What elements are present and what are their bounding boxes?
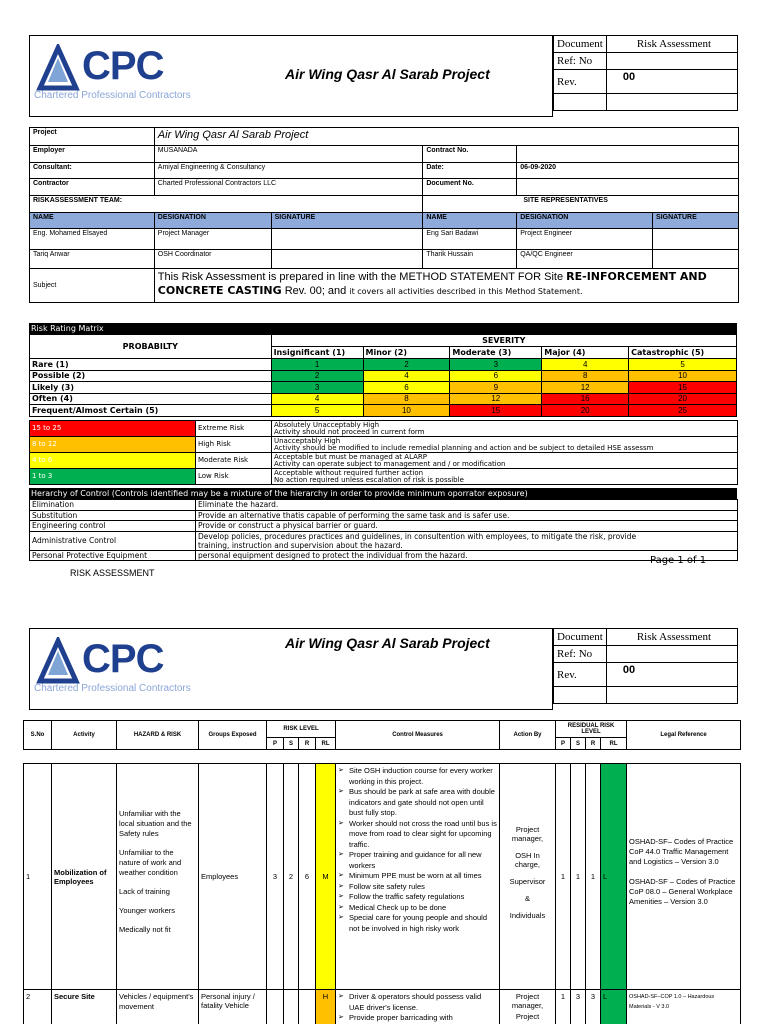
hierarchy-control: Elimination [30, 500, 196, 511]
control-item: ➢ Medical Check up to be done [338, 903, 497, 914]
risk-groups: Employees [199, 764, 267, 990]
hierarchy-row [30, 521, 738, 532]
team-name: Eng. Mohamed Elsayed [30, 229, 155, 250]
matrix-cell: 5 [271, 405, 363, 417]
col-r: R [299, 738, 316, 750]
matrix-cell: 1 [271, 359, 363, 371]
logo-subtitle: Chartered Professional Contractors [34, 90, 191, 101]
team-signature [271, 229, 423, 250]
hierarchy-table [29, 499, 738, 561]
severity-header: Major (4) [542, 347, 629, 359]
probability-row-label: Possible (2) [30, 370, 272, 382]
legend-range: 15 to 25 [30, 421, 196, 437]
legend-description [272, 421, 738, 437]
col-designation: DESIGNATION [154, 213, 271, 229]
contract-value [517, 146, 739, 163]
matrix-cell: 15 [450, 405, 542, 417]
probability-row-label: Likely (3) [30, 382, 272, 394]
subject-text: Rev. 00; and [281, 285, 350, 297]
control-list [338, 992, 497, 1024]
legend-range: 8 to 12 [30, 437, 196, 453]
matrix-cell: 6 [450, 370, 542, 382]
col-control: Control Measures [336, 721, 500, 750]
page-number: Page 1 of 1 [650, 555, 707, 566]
col-s: S [284, 738, 299, 750]
rev-label: Rev. [554, 663, 607, 687]
risk-hazards [117, 990, 199, 1024]
legend-row [30, 421, 738, 437]
legend-range: 1 to 3 [30, 469, 196, 485]
action-item: Individuals [509, 911, 546, 920]
control-item: ➢ Site OSH induction course for every worker working in this project. [338, 766, 497, 787]
legend-level: High Risk [196, 437, 272, 453]
hierarchy-line: Provide or construct a physical barrier or guard. [198, 521, 378, 531]
residual-rs: 3 [571, 990, 586, 1024]
hierarchy-title: Herarchy of Control (Controls identified may be a mixture of the hierarchy in order to provide minimum oporrator exposure) [29, 488, 737, 499]
control-item: ➢ Minimum PPE must be worn at all times [338, 871, 497, 882]
residual-rr: 3 [586, 990, 601, 1024]
blank-cell [554, 94, 607, 111]
control-item: ➢ Worker should not cross the road until bus is move from road to clear sight for upcoming traffic. [338, 819, 497, 851]
matrix-cell: 2 [363, 359, 450, 371]
document-title: Air Wing Qasr Al Sarab Project [285, 635, 490, 651]
legend-line: Absolutely Unacceptably High [274, 420, 380, 429]
project-info-table [29, 127, 739, 303]
col-p: P [267, 738, 284, 750]
risk-controls [336, 990, 500, 1024]
rep-signature [653, 229, 739, 250]
hierarchy-row [30, 531, 738, 550]
ref-label: Ref: No [554, 646, 607, 663]
blank-cell [554, 687, 607, 704]
risk-p [267, 990, 284, 1024]
col-rrl: RL [601, 738, 627, 750]
matrix-row [30, 359, 737, 371]
contract-label: Contract No. [423, 146, 517, 163]
action-item: OSH In charge, [514, 851, 541, 869]
col-rp: P [556, 738, 571, 750]
document-info-box [553, 35, 738, 111]
residual-rp: 1 [556, 990, 571, 1024]
subject-value [154, 269, 738, 303]
company-logo [32, 631, 202, 701]
docno-value [517, 179, 739, 196]
severity-header: Moderate (3) [450, 347, 542, 359]
legend-description [272, 437, 738, 453]
logo-mark: CPC [82, 44, 164, 88]
matrix-cell: 9 [450, 382, 542, 394]
hazard-item: Younger workers [119, 906, 176, 915]
blank-cell [606, 687, 737, 704]
col-legal: Legal Reference [627, 721, 741, 750]
probability-row-label: Often (4) [30, 393, 272, 405]
legend-line: Unacceptably High [274, 436, 341, 445]
risk-hazards [117, 764, 199, 990]
team-designation: OSH Coordinator [154, 250, 271, 269]
risk-matrix [29, 334, 737, 417]
severity-label: SEVERITY [271, 335, 736, 347]
risk-sno: 2 [24, 990, 52, 1024]
rep-name: Tharik Hussain [423, 250, 517, 269]
legend-line: Activity can operate subject to management and / or modification [274, 459, 506, 468]
matrix-cell: 3 [450, 359, 542, 371]
team-designation: Project Manager [154, 229, 271, 250]
project-label: Project [30, 128, 155, 146]
hierarchy-control: Engineering control [30, 521, 196, 532]
matrix-row [30, 370, 737, 382]
col-name: NAME [30, 213, 155, 229]
risk-r [299, 990, 316, 1024]
hierarchy-line: Eliminate the hazard. [198, 500, 279, 510]
residual-rs: 1 [571, 764, 586, 990]
risk-controls [336, 764, 500, 990]
col-risk-level: RISK LEVEL [267, 721, 336, 738]
col-sno: S.No [24, 721, 52, 750]
risk-body [24, 764, 741, 1024]
col-activity: Activity [52, 721, 117, 750]
hierarchy-control: Administrative Control [30, 531, 196, 550]
col-rr: R [586, 738, 601, 750]
risk-assessment-header [23, 720, 741, 750]
hierarchy-control: Personal Protective Equipment [30, 550, 196, 561]
ref-value [606, 53, 737, 70]
rep-designation: Project Engineer [517, 229, 653, 250]
matrix-title: Risk Rating Matrix [29, 323, 737, 334]
hierarchy-line: training, instruction and supervision about the hazard. [198, 540, 403, 550]
matrix-cell: 6 [363, 382, 450, 394]
cpc-triangle-icon [36, 44, 80, 94]
legend-line: Activity should be modified to include remedial planning and action and be subject to detailed HSE assessm [274, 443, 654, 452]
rev-value: 00 [606, 70, 737, 94]
subject-label: Subject [30, 269, 155, 303]
hazard-item: Vehicles / equipment's movement [119, 992, 194, 1011]
rep-designation: QA/QC Engineer [517, 250, 653, 269]
risk-sno: 1 [24, 764, 52, 990]
consultant-value: Amiyal Engineering & Consultancy [154, 163, 423, 179]
rev-label: Rev. [554, 70, 607, 94]
matrix-row [30, 382, 737, 394]
risk-p: 3 [267, 764, 284, 990]
document-value: Risk Assessment [606, 36, 737, 53]
hierarchy-line: Develop policies, procedures practices and guidelines, in consultention with employees, to mitigate the risk, provide [198, 531, 637, 541]
risk-s [284, 990, 299, 1024]
document-value: Risk Assessment [606, 629, 737, 646]
hazard-item: Lack of training [119, 887, 170, 896]
risk-action-by [500, 764, 556, 990]
risk-legal [627, 764, 741, 990]
control-item: ➢ Follow site safety rules [338, 882, 497, 893]
header-logo-box [29, 628, 553, 710]
legend-description [272, 469, 738, 485]
residual-rp: 1 [556, 764, 571, 990]
severity-header: Minor (2) [363, 347, 450, 359]
document-label: Document [554, 36, 607, 53]
control-item: ➢ Provide proper barricading with [338, 1013, 497, 1024]
hazard-item: Medically not fit [119, 925, 171, 934]
matrix-row [30, 405, 737, 417]
control-item: ➢ Proper training and guidance for all new workers [338, 850, 497, 871]
legend-range: 4 to 6 [30, 453, 196, 469]
employer-label: Employer [30, 146, 155, 163]
legal-item: OSHAD-SF–COP 1.0 – Hazardous Materials - V 3.0 [629, 994, 715, 1010]
residual-level-cell: L [601, 764, 627, 990]
subject-bold: RE-INFORCEMENT AND CONCRETE CASTING [157, 270, 707, 297]
residual-rr: 1 [586, 764, 601, 990]
severity-header: Insignificant (1) [271, 347, 363, 359]
legend-row [30, 469, 738, 485]
company-logo [32, 38, 202, 108]
col-residual: RESIDUAL RISK LEVEL [556, 721, 627, 738]
control-list [338, 766, 497, 934]
risk-row [24, 764, 741, 990]
legend-row [30, 437, 738, 453]
col-rs: S [571, 738, 586, 750]
residual-level-cell: L [601, 990, 627, 1024]
logo-mark: CPC [82, 637, 164, 681]
legend-level: Extreme Risk [196, 421, 272, 437]
date-label: Date: [423, 163, 517, 179]
legend-level: Moderate Risk [196, 453, 272, 469]
risk-assessment-table [23, 763, 741, 1024]
risk-activity: Mobilization of Employees [52, 764, 117, 990]
team-name: Tariq Anwar [30, 250, 155, 269]
legend-line: Acceptable without required further action [274, 468, 424, 477]
matrix-cell: 20 [629, 393, 737, 405]
matrix-cell: 4 [363, 370, 450, 382]
blank-cell [606, 94, 737, 111]
rep-signature [653, 250, 739, 269]
hierarchy-control: Substitution [30, 510, 196, 521]
legend-level: Low Risk [196, 469, 272, 485]
matrix-cell: 5 [629, 359, 737, 371]
hierarchy-description [196, 531, 738, 550]
hazard-item: Unfamiliar with the local situation and the Safety rules [119, 809, 192, 838]
document-label: Document [554, 629, 607, 646]
hierarchy-description [196, 521, 738, 532]
team-signature [271, 250, 423, 269]
hierarchy-row [30, 550, 738, 561]
matrix-cell: 16 [542, 393, 629, 405]
control-item: ➢ Follow the traffic safety regulations [338, 892, 497, 903]
team-label: RISKASSESSMENT TEAM: [30, 196, 423, 213]
risk-row [24, 990, 741, 1024]
action-item: Project manager, [511, 992, 544, 1010]
matrix-row [30, 393, 737, 405]
hazard-item: Unfamiliar to the nature of work and weather condition [119, 848, 182, 877]
risk-activity: Secure Site [52, 990, 117, 1024]
risk-s: 2 [284, 764, 299, 990]
matrix-cell: 20 [542, 405, 629, 417]
hierarchy-row [30, 500, 738, 511]
hierarchy-row [30, 510, 738, 521]
control-item: ➢ Bus should be park at safe area with double indicators and gate should not open until bust fully stop. [338, 787, 497, 819]
probability-row-label: Rare (1) [30, 359, 272, 371]
matrix-cell: 15 [629, 382, 737, 394]
risk-level-cell: H [316, 990, 336, 1024]
matrix-cell: 8 [542, 370, 629, 382]
matrix-body [30, 359, 737, 417]
document-title: Air Wing Qasr Al Sarab Project [285, 66, 490, 82]
risk-groups: Personal injury / fatality Vehicle [199, 990, 267, 1024]
risk-level-cell: M [316, 764, 336, 990]
footer-label: RISK ASSESSMENT [70, 568, 155, 578]
action-item: Supervisor [509, 877, 546, 886]
subject-text: it covers all activities described in this Method Statement. [349, 287, 583, 296]
risk-legend [29, 420, 738, 485]
matrix-cell: 25 [629, 405, 737, 417]
hierarchy-description [196, 500, 738, 511]
ref-label: Ref: No [554, 53, 607, 70]
subject-text: This Risk Assessment is prepared in line with the METHOD STATEMENT FOR Site [157, 271, 567, 283]
risk-r: 6 [299, 764, 316, 990]
probability-row-label: Frequent/Almost Certain (5) [30, 405, 272, 417]
action-item: Project manager, [511, 825, 544, 843]
col-rl: RL [316, 738, 336, 750]
legal-item: OSHAD-SF– Codes of Practice CoP 44.0 Traffic Management and Logistics – Version 3.0 [629, 836, 734, 866]
site-rep-label: SITE REPRESENTATIVES [423, 196, 739, 213]
employer-value: MUSANADA [154, 146, 423, 163]
legend-line: No action required unless escalation of risk is possible [274, 475, 464, 484]
control-item: ➢ Driver & operators should possess valid UAE driver's license. [338, 992, 497, 1013]
col-signature: SIGNATURE [271, 213, 423, 229]
document-info-box [553, 628, 738, 704]
legend-line: Activity should not proceed in current form [274, 427, 425, 436]
matrix-cell: 4 [271, 393, 363, 405]
matrix-cell: 10 [629, 370, 737, 382]
risk-action-by [500, 990, 556, 1024]
contractor-value: Charted Professional Contractors LLC [154, 179, 423, 196]
hierarchy-description [196, 510, 738, 521]
header-logo-box [29, 35, 553, 117]
col-rep-name: NAME [423, 213, 517, 229]
probability-label: PROBABILTY [30, 335, 272, 359]
docno-label: Document No. [423, 179, 517, 196]
matrix-cell: 10 [363, 405, 450, 417]
control-item: ➢ Special care for young people and should not be involved in high risky work [338, 913, 497, 934]
col-rep-signature: SIGNATURE [653, 213, 739, 229]
action-item: & [524, 894, 530, 903]
legend-row [30, 453, 738, 469]
cpc-triangle-icon [36, 637, 80, 687]
col-groups: Groups Exposed [199, 721, 267, 750]
action-item: Project [515, 1012, 540, 1021]
col-hazard: HAZARD & RISK [117, 721, 199, 750]
hierarchy-line: Provide an alternative thatis capable of performing the same task and is safer use. [198, 510, 510, 520]
legend-body [30, 421, 738, 485]
col-rep-designation: DESIGNATION [517, 213, 653, 229]
date-value: 06-09-2020 [517, 163, 739, 179]
rep-name: Eng Sari Badawi [423, 229, 517, 250]
project-value: Air Wing Qasr Al Sarab Project [154, 128, 738, 146]
matrix-cell: 2 [271, 370, 363, 382]
contractor-label: Contractor [30, 179, 155, 196]
legend-description [272, 453, 738, 469]
matrix-cell: 4 [542, 359, 629, 371]
rev-value: 00 [606, 663, 737, 687]
hierarchy-line: personal equipment designed to protect the individual from the hazard. [198, 550, 468, 560]
ref-value [606, 646, 737, 663]
logo-subtitle: Chartered Professional Contractors [34, 683, 191, 694]
matrix-cell: 12 [542, 382, 629, 394]
consultant-label: Consultant: [30, 163, 155, 179]
matrix-cell: 3 [271, 382, 363, 394]
col-action: Action By [500, 721, 556, 750]
legal-item: OSHAD-SF – Codes of Practice CoP 08.0 – General Workplace Amenities – Version 3.0 [629, 876, 736, 906]
matrix-cell: 8 [363, 393, 450, 405]
risk-legal [627, 990, 741, 1024]
matrix-cell: 12 [450, 393, 542, 405]
legend-line: Acceptable but must be managed at ALARP [274, 452, 427, 461]
severity-header: Catastrophic (5) [629, 347, 737, 359]
hierarchy-body [30, 500, 738, 561]
